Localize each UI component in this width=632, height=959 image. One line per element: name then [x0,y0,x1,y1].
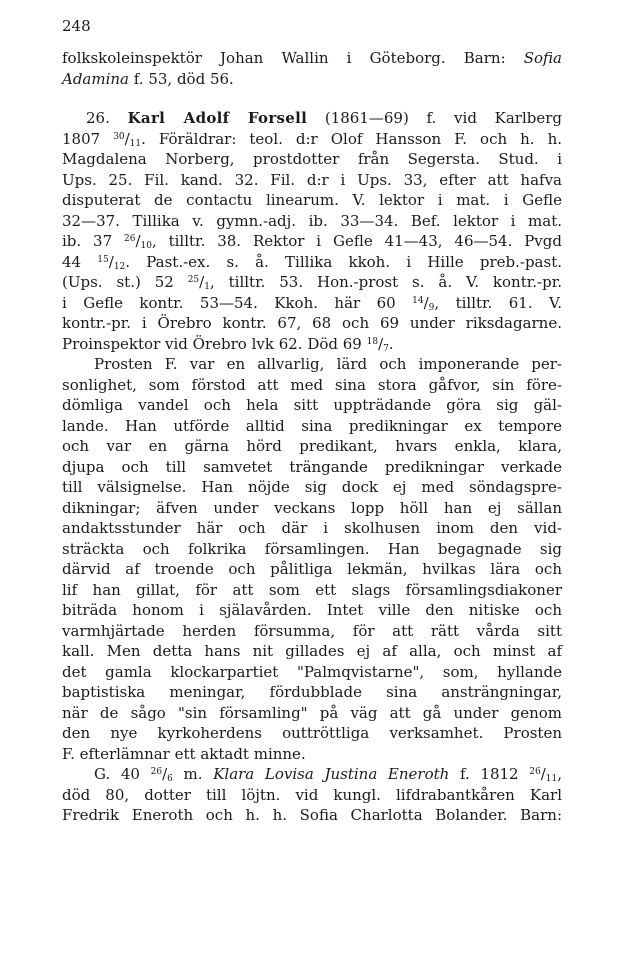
entry-heading-line: 26. Karl Adolf Forsell (1861—69) f. vid Karlberg [86,109,563,127]
text-line: i Gefle kontr. 53—54. Kkoh. här 60 $^{14}/_9$, tilltr. 61. V. [62,293,562,313]
text-line: disputerat de contactu linearum. V. lektor i mat. i Gefle [62,191,562,209]
text-line: lif han gillat, för att som ett slags församlingsdiakoner [62,580,562,599]
text-line: kontr.-pr. i Örebro kontr. 67, 68 och 69 under riksdagarne. [62,314,562,332]
text-line: 1807 $^{30}/_{11}$. Föräldrar: teol. d:r Olof Hansson F. och h. h. [62,129,562,149]
text-line: andaktsstunder här och där i skolhusen inom den vid- [62,519,562,537]
text-line: det gamla klockarpartiet "Palmqvistarne", som, hyllande [62,662,562,681]
entry-name: Karl Adolf Forsell [127,109,308,127]
child-name: Adamina [62,69,130,88]
text-line: Adamina f. 53, död 56. [62,69,234,88]
text-line: sonlighet, som förstod att med sina stora gåfvor, sin före- [62,375,562,394]
document-page [62,14,562,826]
spouse-name: Klara Lovisa Justina Eneroth [213,765,450,783]
text-line: den nye kyrkoherdens outtröttliga verksamhet. Prosten [62,724,562,742]
family-paragraph [62,764,562,826]
text-line: till välsignelse. Han nöjde sig dock ej med söndagspre- [62,478,562,496]
text-line: Prosten F. var en allvarlig, lärd och imponerande per- [94,355,562,373]
text-line: djupa och till samvetet trängande predikningar verkade [62,457,562,476]
text-line: kall. Men detta hans nit gillades ej af alla, och minst af [62,642,562,660]
text-line: och var en gärna hörd predikant, hvars enkla, klara, [62,437,562,455]
text-line: dömliga vandel och hela sitt uppträdande göra sig gäl- [62,396,562,414]
text-line: Fredrik Eneroth och h. h. Sofia Charlotta Bolander. Barn: [62,806,562,824]
text-line: Ups. 25. Fil. kand. 32. Fil. d:r i Ups. 33, efter att hafva [62,170,562,189]
text-line: när de sågo "sin församling" på väg att gå under genom [62,703,562,722]
text-line: varmhjärtade herden försumma, för att rätt vårda sitt [62,621,562,640]
text-line: Proinspektor vid Örebro lvk 62. Död 69 $^{18}/_7$. [62,334,394,354]
text-line: sträckta och folkrika församlingen. Han begagnade sig [62,539,562,558]
text-line: lande. Han utförde alltid sina predikningar ex tempore [62,416,562,435]
text-line: död 80, dotter till löjtn. vid kungl. lifdrabantkåren Karl [62,785,562,804]
biography-entry [62,108,562,354]
text-line: G. 40 $^{26}/_6$ m. Klara Lovisa Justina Eneroth f. 1812 $^{26}/_{11}$, [94,765,562,784]
text-line: dikningar; äfven under veckans lopp höll han ej sällan [62,498,562,517]
text-line: biträda honom i själavården. Intet ville den nitiske och [62,601,562,619]
text-line: F. efterlämnar ett aktadt minne. [62,744,306,763]
text-line: (Ups. st.) 52 $^{25}/_1$, tilltr. 53. Hon.-prost s. å. V. kontr.-pr. [62,273,562,292]
character-paragraph [62,354,562,764]
text-line: därvid af troende och pålitliga lekmän, hvilkas lära och [62,560,562,578]
text-line: Magdalena Norberg, prostdotter från Segersta. Stud. i [62,150,562,168]
text-line: folkskoleinspektör Johan Wallin i Göteborg. Barn: Sofia [62,49,562,67]
text-line: baptistiska meningar, fördubblade sina ansträngningar, [62,683,562,701]
text-line: 32—37. Tillika v. gymn.-adj. ib. 33—34. Bef. lektor i mat. [62,211,562,230]
child-name: Sofia [523,49,562,67]
text-line: ib. 37 $^{26}/_{10}$, tilltr. 38. Rektor i Gefle 41—43, 46—54. Pvgd [62,232,562,251]
text-line: 44 $^{15}/_{12}$. Past.-ex. s. å. Tillika kkoh. i Hille preb.-past. [62,252,562,272]
entry-number: 26. [86,109,128,127]
intro-paragraph [62,48,562,89]
page-number: 248 [62,17,91,35]
